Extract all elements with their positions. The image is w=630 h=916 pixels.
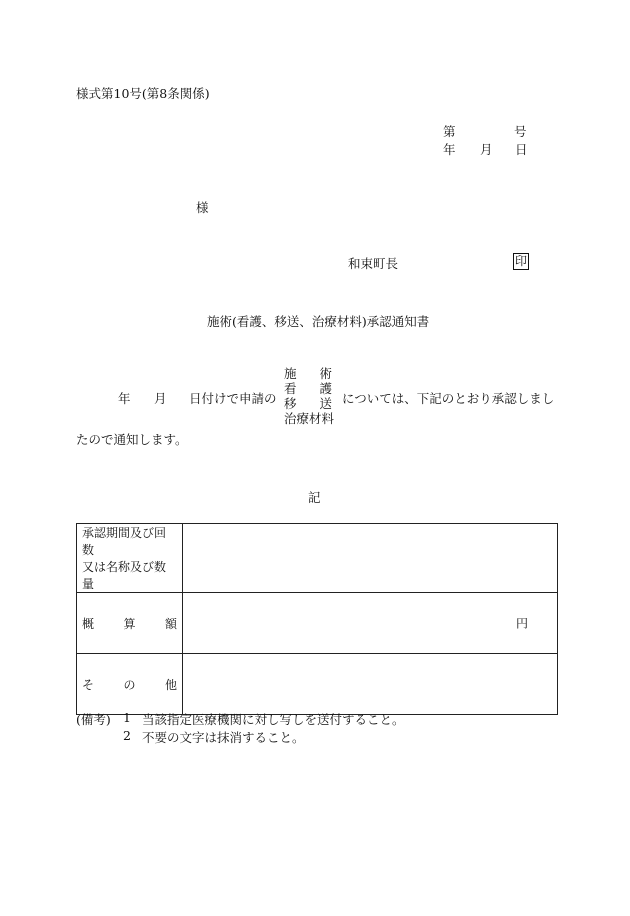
note-2-text: 不要の文字は抹消すること。 [142,730,305,745]
document-title: 施術(看護、移送、治療材料)承認通知書 [207,314,430,329]
option-shijutsu-b: 術 [319,366,332,381]
option-kango-a: 看 [284,381,297,396]
approval-period-label [77,524,183,593]
option-kango [284,381,332,396]
note-1-number: 1 [123,710,131,725]
estimated-amount-value [183,593,558,654]
option-isou-b: 送 [319,396,332,411]
seal-box: 印 [514,254,527,268]
estimated-amount-label-char1: 概 [82,616,95,631]
option-shijutsu-a: 施 [284,366,297,381]
ki-heading: 記 [308,490,321,505]
other-label [77,654,183,715]
doc-number-prefix: 第 [443,124,456,139]
option-isou [284,396,332,411]
record-table [76,523,558,715]
date-month: 月 [480,142,493,157]
body-month: 月 [154,391,167,406]
table-row-other [77,654,558,715]
estimated-amount-label-char3: 額 [164,616,177,631]
other-value [183,654,558,715]
option-shijutsu [284,366,332,381]
body-year: 年 [118,391,131,406]
approval-period-value [183,524,558,593]
note-2-number: 2 [123,728,131,743]
approval-period-label-line2: 又は名称及び数量 [82,560,167,591]
issuer-name: 和束町長 [348,256,399,271]
date-day: 日 [515,142,528,157]
option-isou-a: 移 [284,396,297,411]
estimated-amount-label-char2: 算 [123,616,136,631]
other-label-char3: 他 [164,677,177,692]
table-row-estimated-amount [77,593,558,654]
body-date-request: 日付けで申請の [189,391,277,406]
estimated-amount-label [77,593,183,654]
approval-period-label-line1: 承認期間及び回数 [82,526,167,557]
other-label-char1: そ [82,677,95,692]
note-1-text: 当該指定医療機関に対し写しを送付すること。 [142,712,405,727]
option-kango-b: 護 [319,381,332,396]
option-chiryou-zairyou: 治療材料 [284,411,335,426]
yen-unit: 円 [515,616,528,631]
notes-prefix: (備考) [76,712,111,727]
other-label-char2: の [123,677,136,692]
body-after: については、下記のとおり承認しまし [342,391,555,406]
form-label: 様式第10号(第8条関係) [76,86,210,101]
doc-number-suffix: 号 [514,124,527,139]
body-line2: たので通知します。 [76,432,188,447]
addressee-suffix: 様 [196,200,209,215]
body-options-stack [284,366,335,426]
table-row-approval-period [77,524,558,593]
date-year: 年 [443,142,456,157]
